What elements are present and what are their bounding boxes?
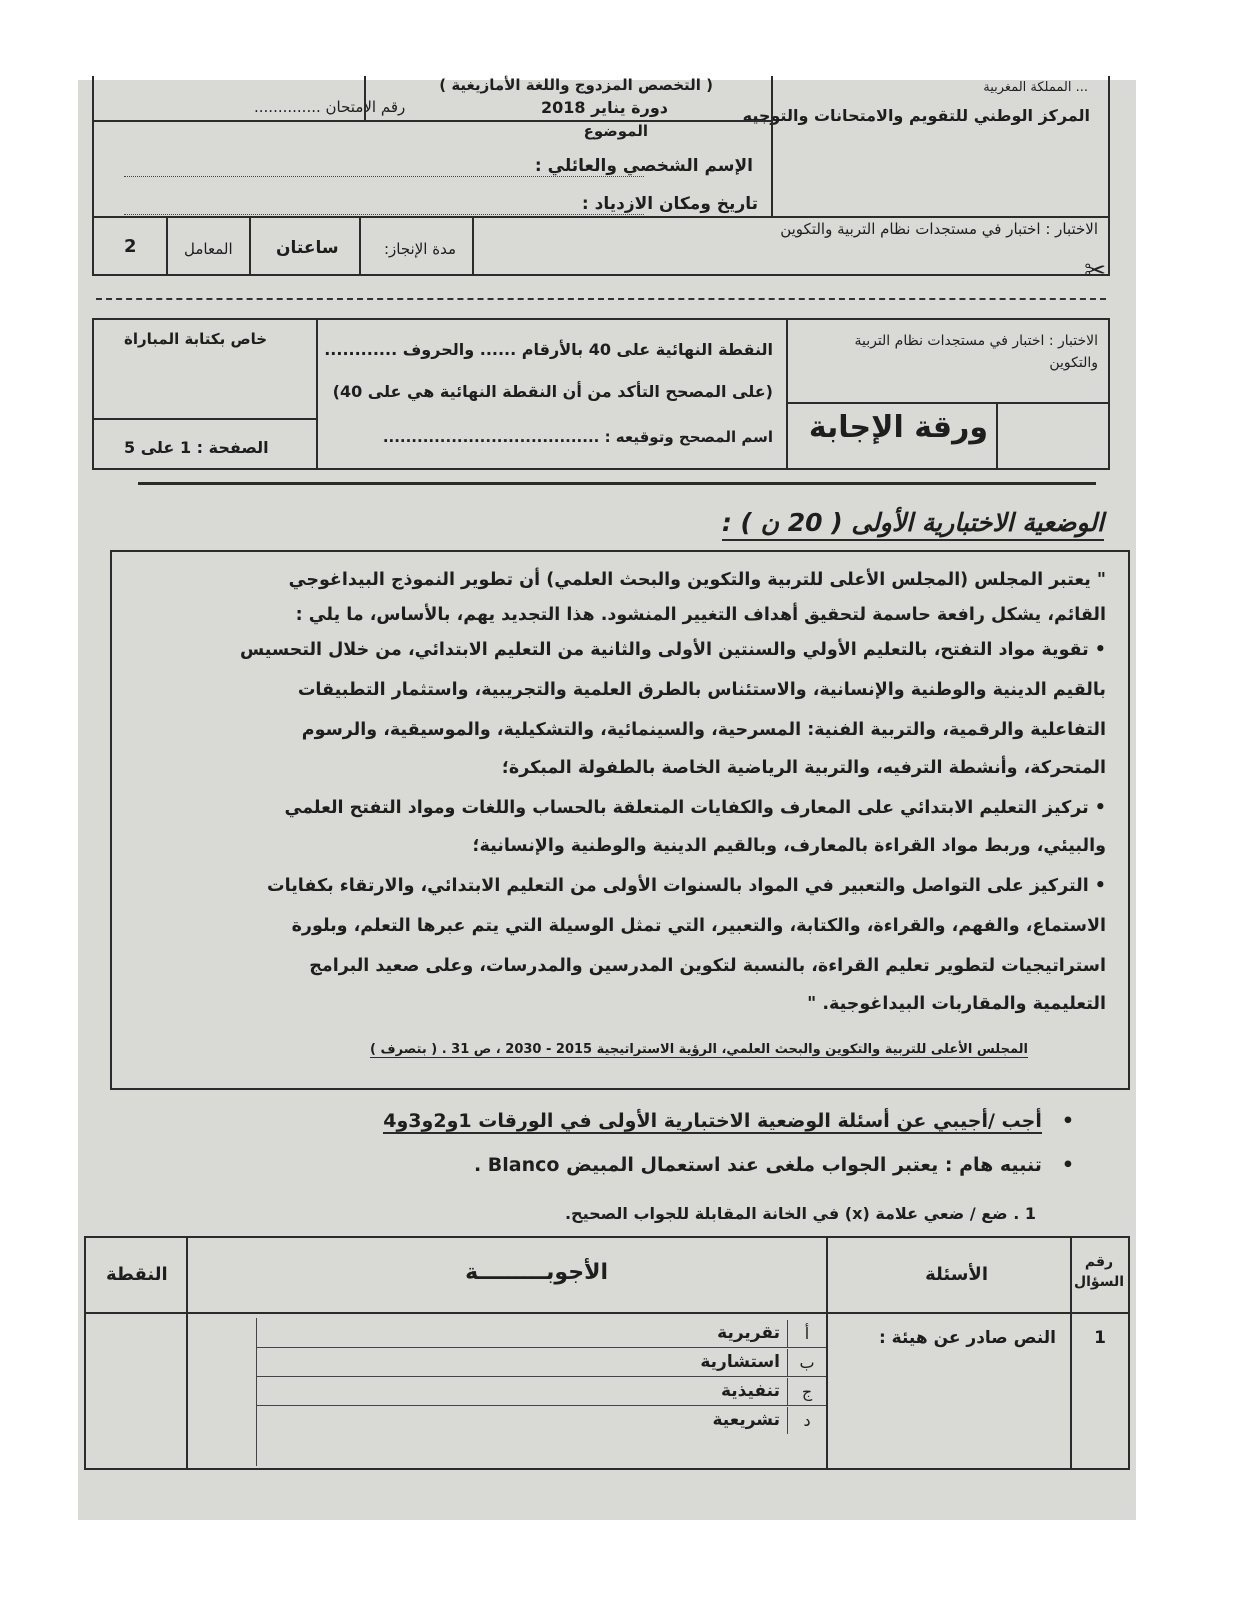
birth-info-label: تاريخ ومكان الازدياد :	[581, 194, 758, 214]
situation-line: المتحركة، وأنشطة الترفيه، والتربية الرياضية الخاصة بالطفولة المبكرة؛	[501, 758, 1106, 778]
option-letter: د	[787, 1407, 826, 1434]
question-table	[84, 1236, 1130, 1470]
full-name-line[interactable]	[124, 176, 644, 177]
corrector-note: (على المصحح التأكد من أن النقطة النهائية هي على 40)	[332, 382, 773, 401]
header-number: رقم السؤال	[1073, 1254, 1124, 1290]
situation-line: القائم، يشكل رافعة حاسمة لتحقيق أهداف التغيير المنشود. هذا التجديد يهم، بالأساس، ما يلي :	[295, 605, 1106, 625]
question-number: 1	[1094, 1328, 1106, 1348]
header-questions: الأسئلة	[925, 1264, 988, 1285]
situation-line: التفاعلية والرقمية، والتربية الفنية: المسرحية، والسينمائية، والتشكيلية، والموسيقية، والرسوم	[301, 720, 1106, 740]
col-div-2	[826, 1238, 828, 1468]
situation-line: الاستماع، والفهم، والقراءة، والكتابة، والتعبير، التي تمثل الوسيلة التي يتم عبرها التعلم، وبلورة	[291, 916, 1106, 936]
birth-info-line[interactable]	[124, 214, 644, 215]
situation-title: الوضعية الاختبارية الأولى ( 20 ن ) :	[722, 508, 1104, 541]
answer-note-text: أجب /أجيبي عن أسئلة الوضعية الاختبارية الأولى في الورقات 1و2و3و4	[383, 1110, 1042, 1132]
exam-sheet	[78, 76, 1136, 1520]
header-strip-line	[94, 216, 1108, 218]
coefficient-label: المعامل	[184, 240, 233, 258]
option-text: استشارية	[700, 1352, 780, 1372]
subject-label: الموضوع	[583, 122, 648, 140]
full-name-label: الإسم الشخصي والعائلي :	[534, 156, 753, 176]
bullet-icon: •	[1061, 1154, 1074, 1176]
option-text: تقريرية	[717, 1323, 780, 1343]
situation-line: والبيئي، وربط مواد القراءة بالمعارف، وبالقيم الدينية والوطنية والإنسانية؛	[472, 836, 1106, 856]
title-divider	[996, 402, 998, 470]
ans-hline-left	[94, 418, 316, 420]
answer-test-label: الاختبار : اختبار في مستجدات نظام التربية والتكوين	[854, 333, 1098, 371]
header-score: النقطة	[106, 1264, 168, 1285]
header-block	[92, 76, 1110, 276]
final-score: النقطة النهائية على 40 بالأرقام ...... والحروف ............	[324, 340, 773, 359]
strip-div-1	[472, 216, 474, 274]
option-letter: أ	[787, 1320, 826, 1347]
options-grid	[256, 1318, 826, 1466]
header-divider	[771, 76, 773, 216]
center-name: المركز الوطني للتقويم والامتحانات والتوجيه	[742, 106, 1090, 125]
bullet-icon: •	[1061, 1110, 1074, 1132]
ans-hline-right	[788, 402, 1108, 404]
scissors-icon: ✂	[1084, 256, 1106, 286]
situation-line: • تقوية مواد التفتح، بالتعليم الأولي والسنتين الأولى والثانية من التعليم الابتدائي، من خلال التحسيس	[240, 640, 1106, 660]
situation-line: استراتيجيات لتطوير تعليم القراءة، بالنسبة لتكوين المدرسين والمدرسات، وعلى صعيد البرامج	[309, 956, 1106, 976]
answer-sheet-header	[92, 318, 1110, 470]
option-row[interactable]	[257, 1378, 826, 1406]
option-row[interactable]	[257, 1407, 826, 1434]
answer-note	[383, 1110, 1074, 1132]
duration-label: مدة الإنجاز:	[384, 240, 456, 258]
specialty: ( التخصص المزدوج واللغة الأمازيغية )	[439, 76, 713, 94]
table-header-line	[86, 1312, 1128, 1314]
ministry-line: ... المملكة المغربية	[983, 80, 1088, 95]
exam-number-divider	[364, 76, 366, 120]
cut-line	[96, 298, 1106, 300]
source-citation: المجلس الأعلى للتربية والتكوين والبحث العلمي، الرؤية الاستراتيجية 2015 - 2030 ، ص 31 . ( بتصرف )	[370, 1042, 1028, 1057]
ans-div-1	[786, 320, 788, 470]
header-hline	[94, 120, 773, 122]
col-div-3	[186, 1238, 188, 1468]
duration-value: ساعتان	[276, 238, 339, 258]
situation-line: " يعتبر المجلس (المجلس الأعلى للتربية والتكوين والبحث العلمي) أن تطوير النموذج البيداغوجي	[288, 570, 1106, 590]
option-text: تشريعية	[712, 1410, 780, 1430]
coefficient-value: 2	[124, 236, 137, 257]
question-text: النص صادر عن هيئة :	[878, 1328, 1056, 1348]
col-div-1	[1070, 1238, 1072, 1468]
option-letter: ج	[787, 1378, 826, 1405]
option-row[interactable]	[257, 1349, 826, 1377]
situation-line: • تركيز التعليم الابتدائي على المعارف والكفايات المتعلقة بالحساب واللغات ومواد التفتح العلمي	[284, 798, 1106, 818]
situation-line: التعليمية والمقاربات البيداغوجية. "	[807, 994, 1106, 1014]
option-row[interactable]	[257, 1320, 826, 1348]
option-text: تنفيذية	[720, 1381, 780, 1401]
situation-line: • التركيز على التواصل والتعبير في المواد بالسنوات الأولى من التعليم الابتدائي، والارتقاء بكفايات	[267, 876, 1106, 896]
strip-div-3	[249, 216, 251, 274]
header-answers: الأجوبـــــــــة	[465, 1260, 608, 1285]
q1-instruction: 1 . ضع / ضعي علامة (x) في الخانة المقابلة للجواب الصحيح.	[564, 1204, 1036, 1223]
warning-text: تنبيه هام : يعتبر الجواب ملغى عند استعمال المبيض Blanco .	[473, 1154, 1042, 1176]
situation-text-box	[110, 550, 1130, 1090]
reserved-label: خاص بكتابة المباراة	[124, 330, 268, 348]
strip-div-4	[166, 216, 168, 274]
strip-div-2	[359, 216, 361, 274]
answer-sheet-title: ورقة الإجابة	[808, 410, 988, 445]
corrector-name: اسم المصحح وتوقيعه : ......................................	[382, 428, 773, 446]
exam-test-label: الاختبار : اختبار في مستجدات نظام التربية والتكوين	[780, 220, 1098, 238]
warning	[474, 1154, 1074, 1176]
section-rule	[138, 482, 1096, 485]
option-letter: ب	[787, 1349, 826, 1376]
ans-div-2	[316, 320, 318, 470]
session: دورة يناير 2018	[541, 98, 668, 117]
situation-line: بالقيم الدينية والوطنية والإنسانية، والاستئناس بالطرق العلمية والتجريبية، واستثمار التطبيقات	[297, 680, 1106, 700]
exam-number: رقم الامتحان ..............	[254, 98, 406, 116]
page-number: الصفحة : 1 على 5	[124, 438, 269, 457]
